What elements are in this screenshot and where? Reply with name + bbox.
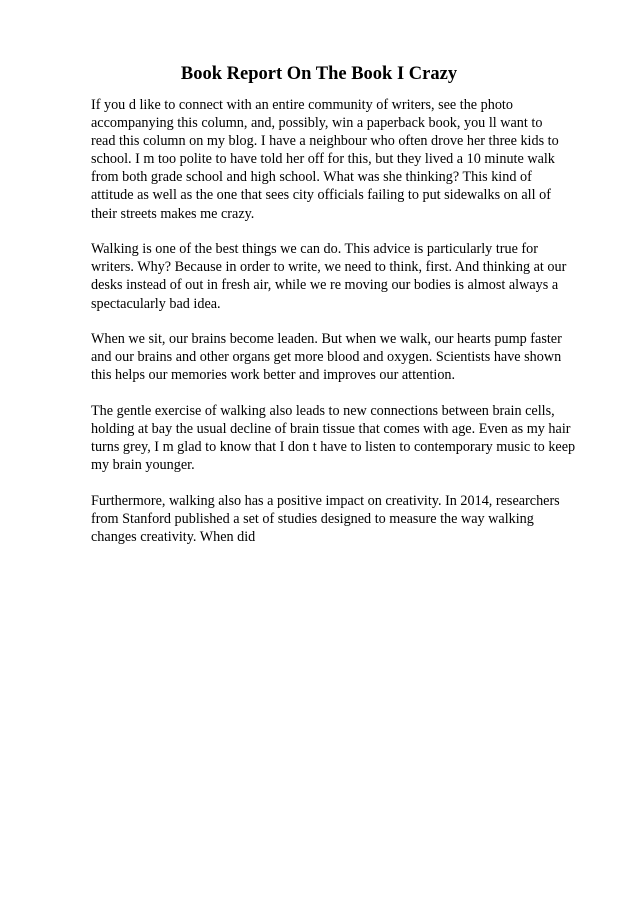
text-line: my brain younger.	[91, 457, 195, 474]
paragraph-5	[91, 492, 591, 546]
text-line: writers. Why? Because in order to write, we need to think, first. And thinking at our	[91, 259, 567, 276]
paragraph-3	[91, 330, 591, 384]
text-line: attitude as well as the one that sees city officials failing to put sidewalks on all of	[91, 187, 551, 204]
text-line: their streets makes me crazy.	[91, 205, 255, 222]
text-line: and our brains and other organs get more blood and oxygen. Scientists have shown	[91, 349, 562, 366]
text-line: When we sit, our brains become leaden. But when we walk, our hearts pump faster	[91, 331, 562, 348]
document-body	[91, 96, 591, 564]
paragraph-2	[91, 240, 591, 312]
text-line: spectacularly bad idea.	[91, 295, 221, 312]
text-line: The gentle exercise of walking also leads to new connections between brain cells,	[91, 403, 555, 420]
paragraph-4	[91, 402, 591, 474]
text-line: If you d like to connect with an entire community of writers, see the photo	[91, 97, 513, 113]
text-line: desks instead of out in fresh air, while we re moving our bodies is almost always a	[91, 277, 559, 294]
text-line: from Stanford published a set of studies designed to measure the way walking	[91, 511, 534, 528]
text-line: from both grade school and high school. What was she thinking? This kind of	[91, 169, 532, 186]
text-line: Walking is one of the best things we can do. This advice is particularly true for	[91, 241, 538, 258]
text-line: Furthermore, walking also has a positive impact on creativity. In 2014, researchers	[91, 493, 560, 510]
text-line: holding at bay the usual decline of brain tissue that comes with age. Even as my hair	[91, 421, 571, 438]
text-line: accompanying this column, and, possibly, win a paperback book, you ll want to	[91, 115, 543, 132]
text-line: read this column on my blog. I have a neighbour who often drove her three kids to	[91, 133, 559, 150]
text-line: this helps our memories work better and improves our attention.	[91, 367, 456, 384]
text-line: school. I m too polite to have told her off for this, but they lived a 10 minute walk	[91, 151, 555, 168]
document-title: Book Report On The Book I Crazy	[180, 64, 458, 84]
text-line: changes creativity. When did	[91, 529, 256, 546]
paragraph-1	[91, 96, 591, 223]
text-line: turns grey, I m glad to know that I don t have to listen to contemporary music to keep	[91, 439, 576, 456]
